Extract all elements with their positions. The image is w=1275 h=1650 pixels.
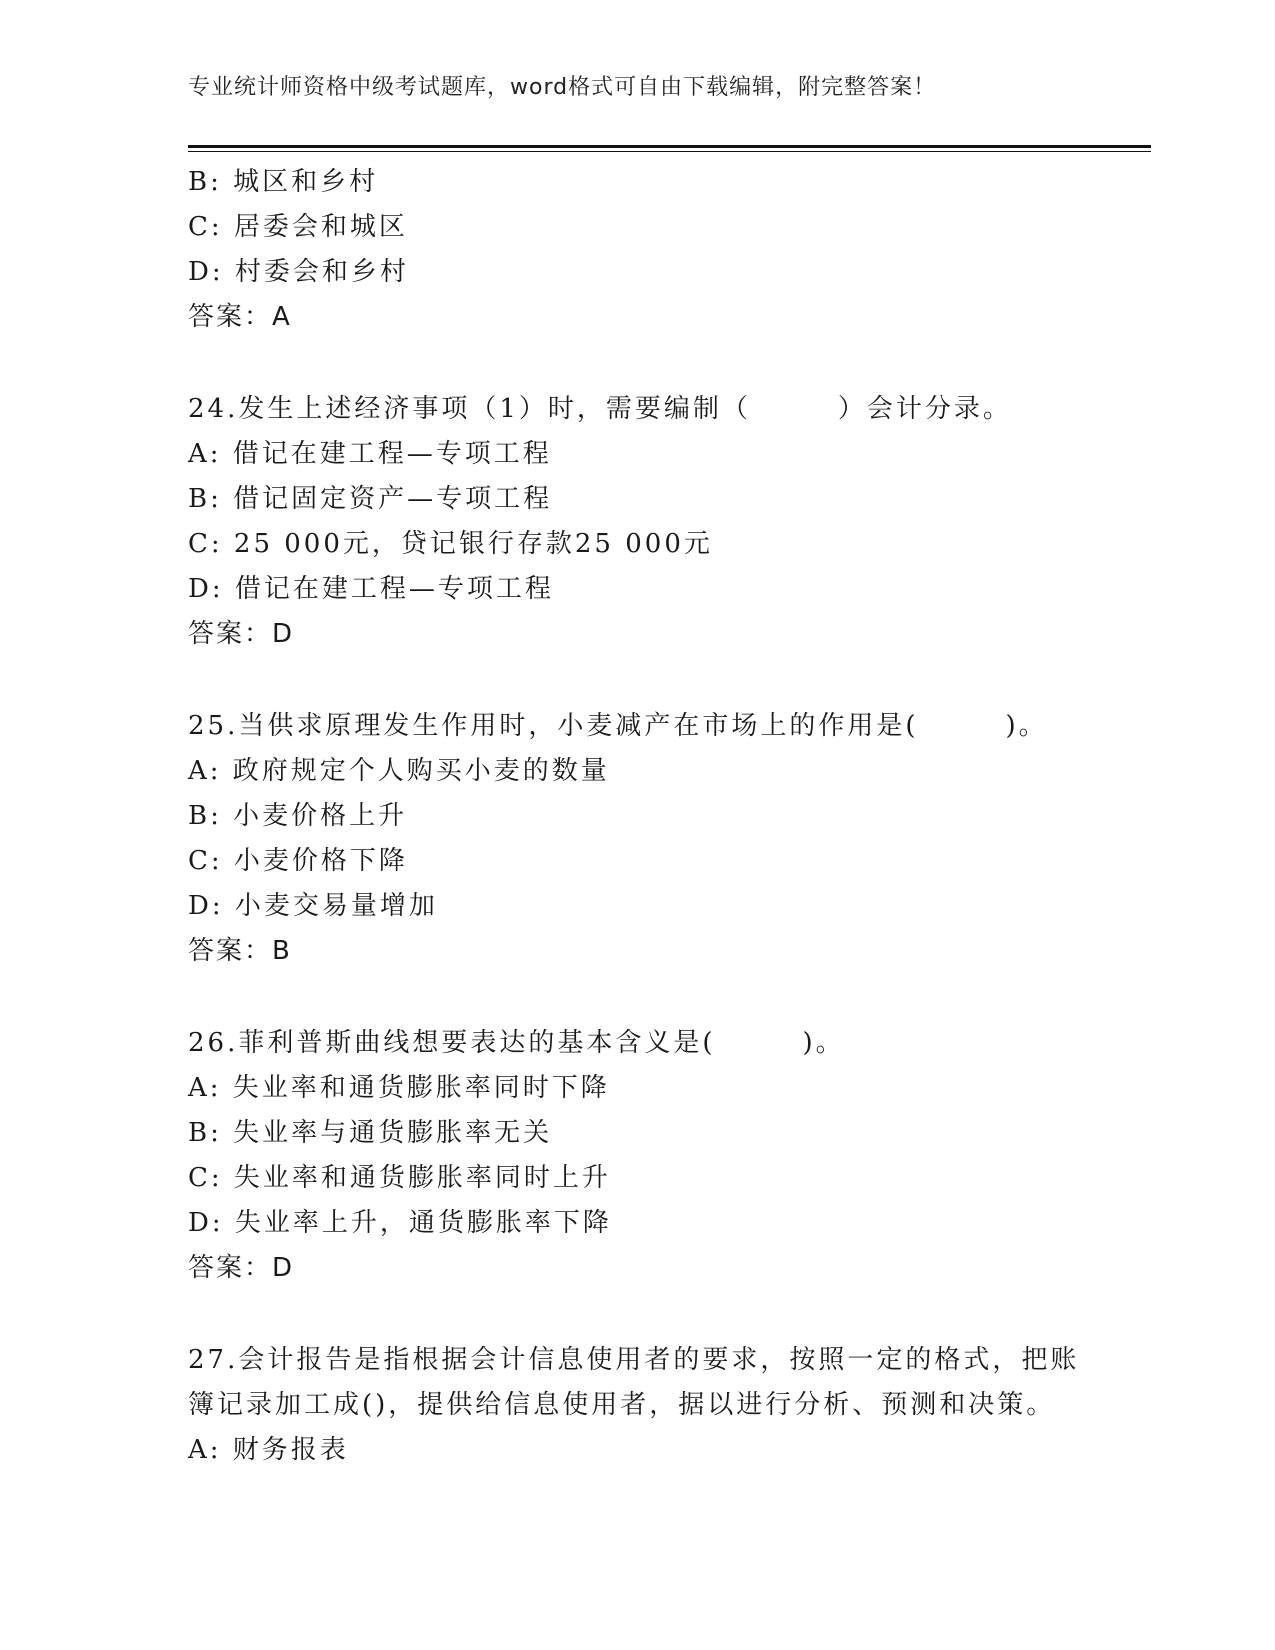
answer-line: 答案：D <box>188 1253 295 1283</box>
option-d: D: 村委会和乡村 <box>188 257 409 287</box>
spacer <box>188 1291 1148 1338</box>
question-block <box>188 1021 1148 1291</box>
option-d: D: 失业率上升，通货膨胀率下降 <box>188 1208 612 1238</box>
option-d: D: 小麦交易量增加 <box>188 891 438 921</box>
page-header: 专业统计师资格中级考试题库，word格式可自由下载编辑，附完整答案！ <box>188 75 937 100</box>
question-block <box>188 1338 1148 1473</box>
question-stem: 24.发生上述经济事项（1）时，需要编制（ ）会计分录。 <box>188 394 1012 424</box>
question-stem: 26.菲利普斯曲线想要表达的基本含义是( )。 <box>188 1028 845 1058</box>
option-b: B: 小麦价格上升 <box>188 801 408 831</box>
option-b: B: 失业率与通货膨胀率无关 <box>188 1118 553 1148</box>
spacer <box>188 974 1148 1021</box>
option-d: D: 借记在建工程—专项工程 <box>188 574 554 604</box>
header-rule-thin <box>188 151 1151 152</box>
option-a: A: 财务报表 <box>188 1435 349 1465</box>
question-stem-continued: 簿记录加工成()，提供给信息使用者，据以进行分析、预测和决策。 <box>188 1390 1056 1420</box>
option-c: C: 25 000元，贷记银行存款25 000元 <box>188 529 713 559</box>
spacer <box>188 340 1148 387</box>
question-block <box>188 387 1148 657</box>
option-a: A: 失业率和通货膨胀率同时下降 <box>188 1073 610 1103</box>
spacer <box>188 657 1148 704</box>
option-c: C: 失业率和通货膨胀率同时上升 <box>188 1163 611 1193</box>
option-b: B: 借记固定资产—专项工程 <box>188 484 553 514</box>
answer-line: 答案：D <box>188 619 295 649</box>
option-b: B: 城区和乡村 <box>188 167 379 197</box>
question-block <box>188 704 1148 974</box>
answer-line: 答案：B <box>188 936 292 966</box>
question-block <box>188 160 1148 340</box>
option-c: C: 小麦价格下降 <box>188 846 408 876</box>
option-a: A: 借记在建工程—专项工程 <box>188 439 552 469</box>
question-stem: 25.当供求原理发生作用时，小麦减产在市场上的作用是( )。 <box>188 711 1048 741</box>
answer-line: 答案：A <box>188 302 292 332</box>
question-stem: 27.会计报告是指根据会计信息使用者的要求，按照一定的格式，把账 <box>188 1345 1080 1375</box>
header-rule-thick <box>188 145 1151 148</box>
option-c: C: 居委会和城区 <box>188 212 408 242</box>
question-list <box>188 160 1148 1473</box>
option-a: A: 政府规定个人购买小麦的数量 <box>188 756 610 786</box>
